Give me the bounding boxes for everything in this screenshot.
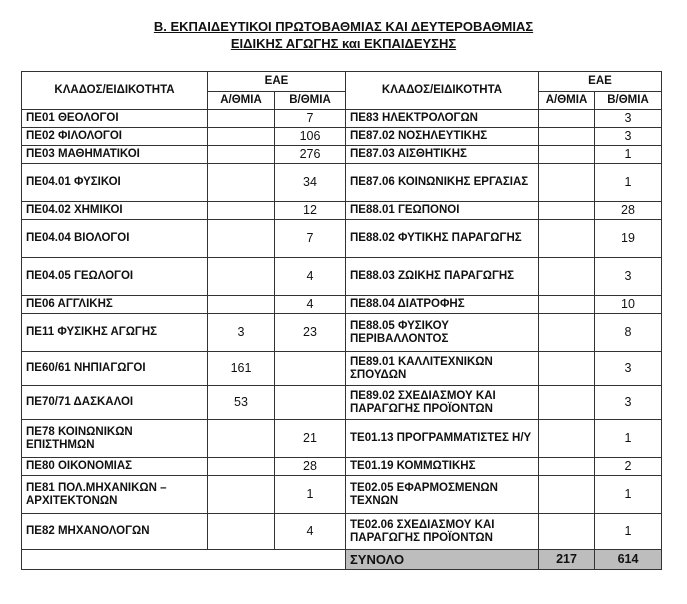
left-specialty-label: ΠΕ11 ΦΥΣΙΚΗΣ ΑΓΩΓΗΣ — [22, 314, 208, 352]
header-eae-left: ΕΑΕ — [208, 72, 346, 92]
left-secondary-count: 21 — [275, 420, 346, 458]
total-row — [22, 550, 662, 570]
left-primary-count — [208, 220, 275, 258]
left-primary-count — [208, 146, 275, 164]
left-secondary-count — [275, 386, 346, 420]
total-row-spacer — [22, 550, 346, 570]
right-specialty-label: ΠΕ87.06 ΚΟΙΝΩΝΙΚΗΣ ΕΡΓΑΣΙΑΣ — [346, 164, 539, 202]
total-primary: 217 — [539, 550, 595, 570]
right-primary-count — [539, 110, 595, 128]
right-secondary-count: 19 — [595, 220, 662, 258]
left-secondary-count: 4 — [275, 258, 346, 296]
right-specialty-label: ΠΕ87.02 ΝΟΣΗΛΕΥΤΙΚΗΣ — [346, 128, 539, 146]
right-primary-count — [539, 296, 595, 314]
right-secondary-count: 1 — [595, 514, 662, 550]
staff-table — [21, 71, 662, 570]
right-specialty-label: ΤΕ01.13 ΠΡΟΓΡΑΜΜΑΤΙΣΤΕΣ Η/Υ — [346, 420, 539, 458]
table-row — [22, 164, 662, 202]
left-specialty-label: ΠΕ04.04 ΒΙΟΛΟΓΟΙ — [22, 220, 208, 258]
left-secondary-count: 23 — [275, 314, 346, 352]
left-secondary-count: 34 — [275, 164, 346, 202]
right-secondary-count: 1 — [595, 146, 662, 164]
right-secondary-count: 3 — [595, 352, 662, 386]
left-secondary-count: 7 — [275, 220, 346, 258]
table-row — [22, 296, 662, 314]
header-specialty-left: ΚΛΑΔΟΣ/ΕΙΔΙΚΟΤΗΤΑ — [22, 72, 208, 110]
left-primary-count — [208, 296, 275, 314]
right-primary-count — [539, 258, 595, 296]
right-primary-count — [539, 220, 595, 258]
right-specialty-label: ΠΕ88.04 ΔΙΑΤΡΟΦΗΣ — [346, 296, 539, 314]
right-primary-count — [539, 146, 595, 164]
right-primary-count — [539, 386, 595, 420]
right-secondary-count: 1 — [595, 420, 662, 458]
left-secondary-count — [275, 352, 346, 386]
header-col-a-left: Α/ΘΜΙΑ — [208, 92, 275, 110]
left-specialty-label: ΠΕ02 ΦΙΛΟΛΟΓΟΙ — [22, 128, 208, 146]
right-specialty-label: ΠΕ83 ΗΛΕΚΤΡΟΛΟΓΩΝ — [346, 110, 539, 128]
left-primary-count — [208, 110, 275, 128]
left-primary-count: 3 — [208, 314, 275, 352]
left-specialty-label: ΠΕ04.01 ΦΥΣΙΚΟΙ — [22, 164, 208, 202]
table-row — [22, 314, 662, 352]
left-specialty-label: ΠΕ78 ΚΟΙΝΩΝΙΚΩΝ ΕΠΙΣΤΗΜΩΝ — [22, 420, 208, 458]
table-row — [22, 476, 662, 514]
right-specialty-label: ΠΕ88.05 ΦΥΣΙΚΟΥ ΠΕΡΙΒΑΛΛΟΝΤΟΣ — [346, 314, 539, 352]
right-secondary-count: 3 — [595, 110, 662, 128]
left-secondary-count: 106 — [275, 128, 346, 146]
left-specialty-label: ΠΕ04.02 ΧΗΜΙΚΟΙ — [22, 202, 208, 220]
left-specialty-label: ΠΕ82 ΜΗΧΑΝΟΛΟΓΩΝ — [22, 514, 208, 550]
title-line-2: ΕΙΔΙΚΗΣ ΑΓΩΓΗΣ και ΕΚΠΑΙΔΕΥΣΗΣ — [230, 36, 457, 51]
left-primary-count — [208, 514, 275, 550]
left-secondary-count: 12 — [275, 202, 346, 220]
right-secondary-count: 28 — [595, 202, 662, 220]
table-row — [22, 220, 662, 258]
header-col-a-right: Α/ΘΜΙΑ — [539, 92, 595, 110]
right-specialty-label: ΠΕ88.02 ΦΥΤΙΚΗΣ ΠΑΡΑΓΩΓΗΣ — [346, 220, 539, 258]
table-row — [22, 202, 662, 220]
right-secondary-count: 3 — [595, 258, 662, 296]
left-secondary-count: 276 — [275, 146, 346, 164]
left-primary-count — [208, 258, 275, 296]
left-specialty-label: ΠΕ60/61 ΝΗΠΙΑΓΩΓΟΙ — [22, 352, 208, 386]
table-row — [22, 258, 662, 296]
left-secondary-count: 4 — [275, 296, 346, 314]
left-secondary-count: 7 — [275, 110, 346, 128]
left-primary-count: 161 — [208, 352, 275, 386]
right-specialty-label: ΠΕ87.03 ΑΙΣΘΗΤΙΚΗΣ — [346, 146, 539, 164]
right-specialty-label: ΤΕ01.19 ΚΟΜΜΩΤΙΚΗΣ — [346, 458, 539, 476]
right-secondary-count: 1 — [595, 476, 662, 514]
right-primary-count — [539, 458, 595, 476]
document-title — [0, 18, 687, 52]
left-primary-count — [208, 458, 275, 476]
table-row — [22, 514, 662, 550]
right-specialty-label: ΠΕ88.01 ΓΕΩΠΟΝΟΙ — [346, 202, 539, 220]
right-primary-count — [539, 514, 595, 550]
header-col-b-right: Β/ΘΜΙΑ — [595, 92, 662, 110]
left-specialty-label: ΠΕ81 ΠΟΛ.ΜΗΧΑΝΙΚΩΝ – ΑΡΧΙΤΕΚΤΟΝΩΝ — [22, 476, 208, 514]
table-row — [22, 458, 662, 476]
left-secondary-count: 28 — [275, 458, 346, 476]
left-primary-count — [208, 420, 275, 458]
left-specialty-label: ΠΕ01 ΘΕΟΛΟΓΟΙ — [22, 110, 208, 128]
total-label: ΣΥΝΟΛΟ — [346, 550, 539, 570]
left-primary-count — [208, 202, 275, 220]
right-secondary-count: 3 — [595, 386, 662, 420]
left-primary-count — [208, 164, 275, 202]
right-specialty-label: ΤΕ02.06 ΣΧΕΔΙΑΣΜΟΥ ΚΑΙ ΠΑΡΑΓΩΓΗΣ ΠΡΟΪΟΝΤΩΝ — [346, 514, 539, 550]
right-specialty-label: ΠΕ88.03 ΖΩΙΚΗΣ ΠΑΡΑΓΩΓΗΣ — [346, 258, 539, 296]
right-secondary-count: 2 — [595, 458, 662, 476]
table-body — [22, 110, 662, 570]
table-row — [22, 352, 662, 386]
table-row — [22, 110, 662, 128]
header-specialty-right: ΚΛΑΔΟΣ/ΕΙΔΙΚΟΤΗΤΑ — [346, 72, 539, 110]
right-primary-count — [539, 202, 595, 220]
table-row — [22, 146, 662, 164]
right-specialty-label: ΤΕ02.05 ΕΦΑΡΜΟΣΜΕΝΩΝ ΤΕΧΝΩΝ — [346, 476, 539, 514]
left-secondary-count: 4 — [275, 514, 346, 550]
left-specialty-label: ΠΕ04.05 ΓΕΩΛΟΓΟΙ — [22, 258, 208, 296]
right-secondary-count: 3 — [595, 128, 662, 146]
header-col-b-left: Β/ΘΜΙΑ — [275, 92, 346, 110]
left-primary-count: 53 — [208, 386, 275, 420]
right-primary-count — [539, 314, 595, 352]
left-secondary-count: 1 — [275, 476, 346, 514]
table-row — [22, 386, 662, 420]
right-secondary-count: 1 — [595, 164, 662, 202]
right-specialty-label: ΠΕ89.01 ΚΑΛΛΙΤΕΧΝΙΚΩΝ ΣΠΟΥΔΩΝ — [346, 352, 539, 386]
right-specialty-label: ΠΕ89.02 ΣΧΕΔΙΑΣΜΟΥ ΚΑΙ ΠΑΡΑΓΩΓΗΣ ΠΡΟΪΟΝΤΩΝ — [346, 386, 539, 420]
left-specialty-label: ΠΕ06 ΑΓΓΛΙΚΗΣ — [22, 296, 208, 314]
right-primary-count — [539, 352, 595, 386]
title-line-1: Β. ΕΚΠΑΙΔΕΥΤΙΚΟΙ ΠΡΩΤΟΒΑΘΜΙΑΣ ΚΑΙ ΔΕΥΤΕΡΟΒΑΘΜΙΑΣ — [153, 19, 534, 34]
left-specialty-label: ΠΕ70/71 ΔΑΣΚΑΛΟΙ — [22, 386, 208, 420]
header-eae-right: ΕΑΕ — [539, 72, 662, 92]
right-primary-count — [539, 164, 595, 202]
right-secondary-count: 8 — [595, 314, 662, 352]
left-specialty-label: ΠΕ03 ΜΑΘΗΜΑΤΙΚΟΙ — [22, 146, 208, 164]
table-row — [22, 128, 662, 146]
right-secondary-count: 10 — [595, 296, 662, 314]
table-row — [22, 420, 662, 458]
left-primary-count — [208, 476, 275, 514]
right-primary-count — [539, 128, 595, 146]
total-secondary: 614 — [595, 550, 662, 570]
left-primary-count — [208, 128, 275, 146]
right-primary-count — [539, 420, 595, 458]
right-primary-count — [539, 476, 595, 514]
left-specialty-label: ΠΕ80 ΟΙΚΟΝΟΜΙΑΣ — [22, 458, 208, 476]
